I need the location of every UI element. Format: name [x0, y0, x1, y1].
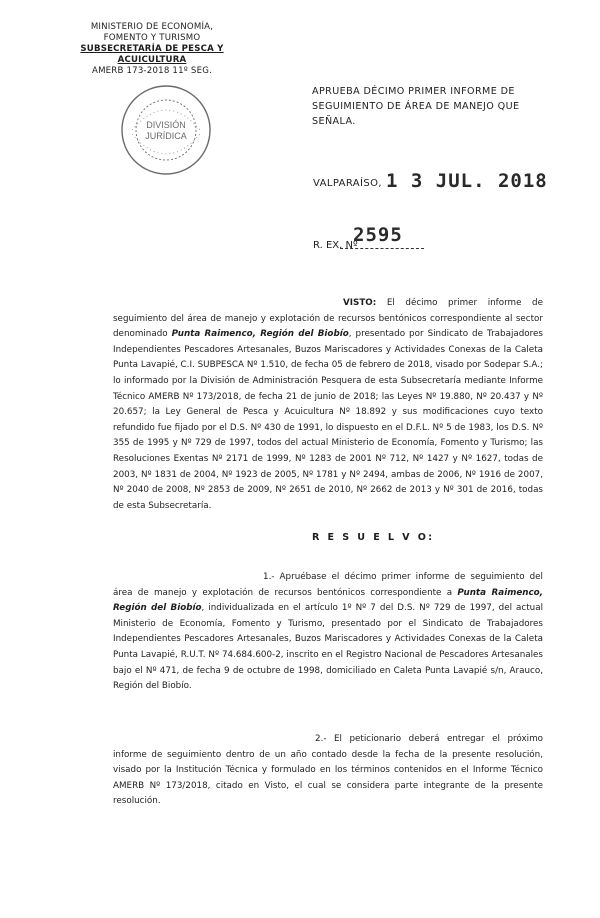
resuelvo-heading: R E S U E L V O: [312, 532, 435, 543]
resolution-date: 1 3 JUL. 2018 [386, 170, 548, 192]
header-ministry: MINISTERIO DE ECONOMÍA, [90, 22, 214, 32]
header-reference: AMERB 173-2018 11º SEG. [91, 66, 213, 76]
item-1-text-a: 1.- Apruébase el décimo primer informe de seguimiento del área de manejo y explotación de recursos bentónicos correspondiente a [113, 572, 543, 598]
item-2-paragraph: 2.- El peticionario deberá entregar el próximo informe de seguimiento dentro de un año contado desde la fecha de la presente resolución, visado por la Institución Técnica y formulado en los términos contenidos en el Informe Técnico AMERB Nº 173/2018, citado en Visto, el cual se considera parte integrante de la presente resolución. [113, 734, 543, 807]
item-1-place: Punta Raimenco, Región del Biobío [113, 587, 543, 614]
visto-text-b: , presentado por Sindicato de Trabajadores Independientes Pescadores Artesanales, Buzos Mariscadores y Actividades Conexas de la Caleta Punta Lavapié, C.I. SUBPESCA Nº 1.510, de fecha 05 de febrero de 2018, visado por Sodepar S.A.; lo informado por la División de Administración Pesquera de esta Subsecretaría mediante Informe Técnico AMERB Nº 173/2018, de fecha 21 de junio de 2018; las Leyes Nº 19.880, Nº 20.437 y Nº 20.657; la Ley General de Pesca y Acuicultura Nº 18.892 y sus modificaciones cuyo texto refundido fue fijado por el D.S. Nº 430 de 1991, lo dispuesto en el D.F.L. Nº 5 de 1983, los D.S. Nº 355 de 1995 y Nº 729 de 1997, todos del actual Ministerio de Economía, Fomento y Turismo; las Resoluciones Exentas Nº 2171 de 1999, Nº 1283 de 2001 Nº 712, Nº 1427 y Nº 1627, todas de 2003, Nº 1831 de 2004, Nº 1923 de 2005, Nº 1781 y Nº 2494, ambas de 2006, Nº 1916 de 2007, Nº 2040 de 2008, Nº 2853 de 2009, Nº 2651 de 2010, Nº 2662 de 2013 y Nº 301 de 2016, todas de esta Subsecretaría. [113, 329, 543, 511]
item-1-paragraph [113, 570, 543, 695]
item-1-text-b: , individualizada en el artículo 1º Nº 7 del D.S. Nº 729 de 1997, del actual Ministerio de Economía, Fomento y Turismo, presentado por el Sindicato de Trabajadores Independientes Pescadores Artesanales, Buzos Mariscadores y Actividades Conexas de la Caleta Punta Lavapié, R.U.T. Nº 74.684.600-2, inscrito en el Registro Nacional de Pescadores Artesanales bajo el Nº 471, de fecha 9 de octubre de 1998, domiciliado en Caleta Punta Lavapié s/n, Arauco, Región del Biobío. [113, 603, 543, 692]
visto-paragraph [113, 296, 543, 514]
stamp-center-line1: DIVISIÓN [146, 120, 186, 130]
header-subsecretariat: SUBSECRETARÍA DE PESCA Y ACUICULTURA [80, 44, 224, 65]
subject-line: APRUEBA DÉCIMO PRIMER INFORME DE SEGUIMIENTO DE ÁREA DE MANEJO QUE SEÑALA. [312, 86, 520, 127]
visto-place: Punta Raimenco, Región del Biobío [171, 329, 349, 340]
visto-label: VISTO: [343, 298, 377, 308]
resolution-number-label: R. EX. Nº [313, 240, 358, 251]
visto-text-a: El décimo primer informe de seguimiento del área de manejo y explotación de recursos bentónicos correspondiente al sector denominado [113, 298, 543, 340]
stamp-center-line2: JURÍDICA [145, 131, 187, 141]
resolution-number-underline [340, 248, 424, 249]
resolution-number: 2595 [353, 224, 403, 246]
division-juridica-stamp [118, 82, 214, 178]
issuer-header [54, 22, 250, 77]
place-label: VALPARAÍSO, [313, 178, 382, 189]
header-ministry-sub: FOMENTO Y TURISMO [103, 33, 201, 43]
